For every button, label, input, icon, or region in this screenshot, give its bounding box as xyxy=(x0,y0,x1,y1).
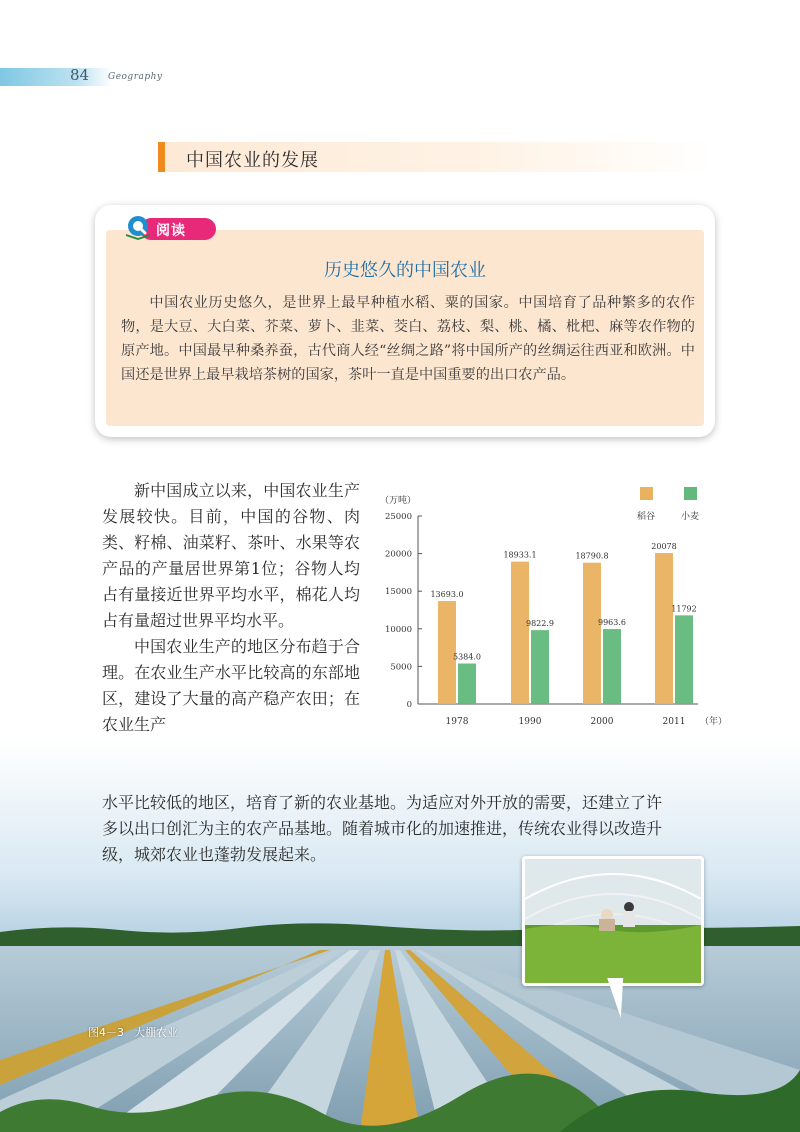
bar-rice xyxy=(655,553,673,704)
legend-label-rice: 稻谷 xyxy=(636,512,656,522)
y-tick-label: 10000 xyxy=(384,624,412,635)
legend-swatch-wheat xyxy=(684,487,697,500)
reading-badge-label: 阅读 xyxy=(156,223,186,239)
reading-body: 中国农业历史悠久，是世界上最早种植水稻、粟的国家。中国培育了品种繁多的农作物，是大豆、大白菜、芥菜、萝卜、韭菜、茭白、荔枝、梨、桃、橘、枇杷、麻等农作物的原产地。中国最早种桑养蚕，古代商人经“丝绸之路”将中国所产的丝绸运往西亚和欧洲。中国还是世界上最早栽培茶树的国家，茶叶一直是中国重要的出口农产品。 xyxy=(121,295,695,383)
y-tick-label: 0 xyxy=(406,700,412,710)
data-label-wheat: 5384.0 xyxy=(453,652,481,662)
data-label-wheat: 9822.9 xyxy=(526,619,554,629)
y-tick-label: 5000 xyxy=(390,662,412,673)
bar-wheat xyxy=(458,664,476,704)
data-label-rice: 20078 xyxy=(651,542,677,552)
rice-wheat-chart xyxy=(372,480,728,770)
reading-badge xyxy=(122,214,218,242)
bar-wheat xyxy=(531,630,549,704)
page-number: 84 xyxy=(70,66,90,84)
x-tick-label: 2011 xyxy=(662,717,686,727)
bar-wheat xyxy=(603,629,621,704)
figure-4-3-caption xyxy=(88,1024,188,1040)
header-band xyxy=(0,68,112,86)
x-axis-unit: （年） xyxy=(700,717,728,727)
bar-rice xyxy=(583,563,601,704)
x-tick-label: 1990 xyxy=(518,717,542,727)
y-tick-label: 20000 xyxy=(384,549,412,560)
y-tick-label: 25000 xyxy=(384,512,412,522)
main-text-wide xyxy=(102,790,672,868)
figure-4-3-number: 图4－3 xyxy=(88,1026,124,1039)
book-icon xyxy=(124,214,152,242)
reading-title: 历史悠久的中国农业 xyxy=(324,260,486,281)
bar-wheat xyxy=(675,615,693,704)
data-label-wheat: 11792 xyxy=(671,604,697,614)
bar-rice xyxy=(511,562,529,704)
y-tick-label: 15000 xyxy=(384,587,412,598)
data-label-rice: 18933.1 xyxy=(503,550,537,560)
figure-4-3-title: 大棚农业 xyxy=(134,1026,178,1039)
data-label-wheat: 9963.6 xyxy=(598,618,626,628)
section-accent xyxy=(158,142,165,172)
y-axis-label: （万吨） xyxy=(380,496,417,506)
data-label-rice: 13693.0 xyxy=(430,590,464,600)
greenhouse-inset-photo xyxy=(522,856,704,986)
legend-swatch-rice xyxy=(640,487,653,500)
paragraph-1: 新中国成立以来，中国农业生产发展较快。目前，中国的谷物、肉类、籽棉、油菜籽、茶叶、水果等农产品的产量居世界第1位；谷物人均占有量接近世界平均水平，棉花人均占有量超过世界平均水平。 xyxy=(102,481,360,630)
paragraph-2-start: 中国农业生产的地区分布趋于合理。在农业生产水平比较高的东部地区，建设了大量的高产稳产农田；在农业生产 xyxy=(102,637,360,734)
greenhouse-interior xyxy=(525,859,701,983)
legend-label-wheat: 小麦 xyxy=(680,512,700,522)
section-title: 中国农业的发展 xyxy=(186,150,319,171)
x-tick-label: 2000 xyxy=(590,717,614,727)
data-label-rice: 18790.8 xyxy=(575,551,609,561)
paragraph-2-continued: 水平比较低的地区，培育了新的农业基地。为适应对外开放的需要，还建立了许多以出口创汇为主的农产品基地。随着城市化的加速推进，传统农业得以改造升级，城郊农业也蓬勃发展起来。 xyxy=(102,793,663,864)
x-tick-label: 1978 xyxy=(445,717,469,727)
main-text-column xyxy=(102,478,360,738)
running-title: Geography xyxy=(108,72,163,82)
